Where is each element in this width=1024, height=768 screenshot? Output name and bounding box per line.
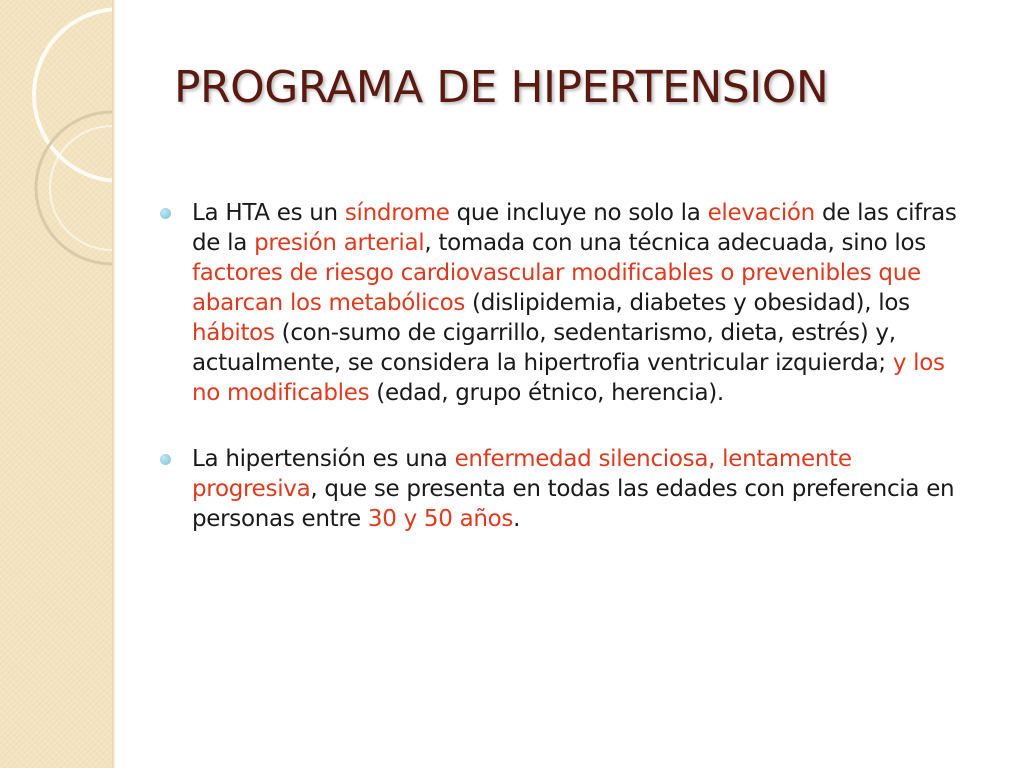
bullet-dot-icon [160, 208, 171, 219]
highlighted-text: síndrome [344, 200, 450, 226]
body-text: , que se presenta en todas las edades con preferencia en personas entre [192, 476, 955, 532]
slide-content [160, 198, 970, 570]
highlighted-text: 30 y 50 años [367, 506, 514, 532]
highlighted-text: presión arterial [254, 230, 425, 256]
bullet-item [160, 444, 970, 534]
highlighted-text: enfermedad silenciosa, lentamente progresiva [192, 446, 852, 502]
slide-title: PROGRAMA DE HIPERTENSION [174, 62, 829, 113]
body-text: (edad, grupo étnico, herencia). [369, 380, 724, 406]
body-text: de las cifras de la [192, 200, 957, 256]
highlighted-text: hábitos [192, 320, 275, 346]
body-text: , tomada con una técnica adecuada, sino los [424, 230, 926, 256]
bullet-dot-icon [160, 454, 171, 465]
bullet-item [160, 198, 970, 408]
decorative-rings-icon [0, 0, 112, 768]
bullet-text [192, 446, 954, 532]
body-text: (con-sumo de cigarrillo, sedentarismo, dieta, estrés) y, actualmente, se considera la hipertrofia ventricular izquierda; [192, 320, 896, 376]
body-text: . [513, 506, 521, 532]
body-text: La HTA es un [192, 200, 345, 226]
bullet-text [192, 200, 957, 406]
highlighted-text: y los no modificables [192, 350, 945, 406]
highlighted-text: factores de riesgo cardiovascular modificables o prevenibles que abarcan los metabólicos [192, 260, 921, 316]
side-band-edge [112, 0, 116, 768]
body-text: (dislipidemia, diabetes y obesidad), los [465, 290, 910, 316]
decorative-side-band [0, 0, 112, 768]
body-text: La hipertensión es una [192, 446, 455, 472]
highlighted-text: elevación [707, 200, 815, 226]
body-text: que incluye no solo la [449, 200, 708, 226]
